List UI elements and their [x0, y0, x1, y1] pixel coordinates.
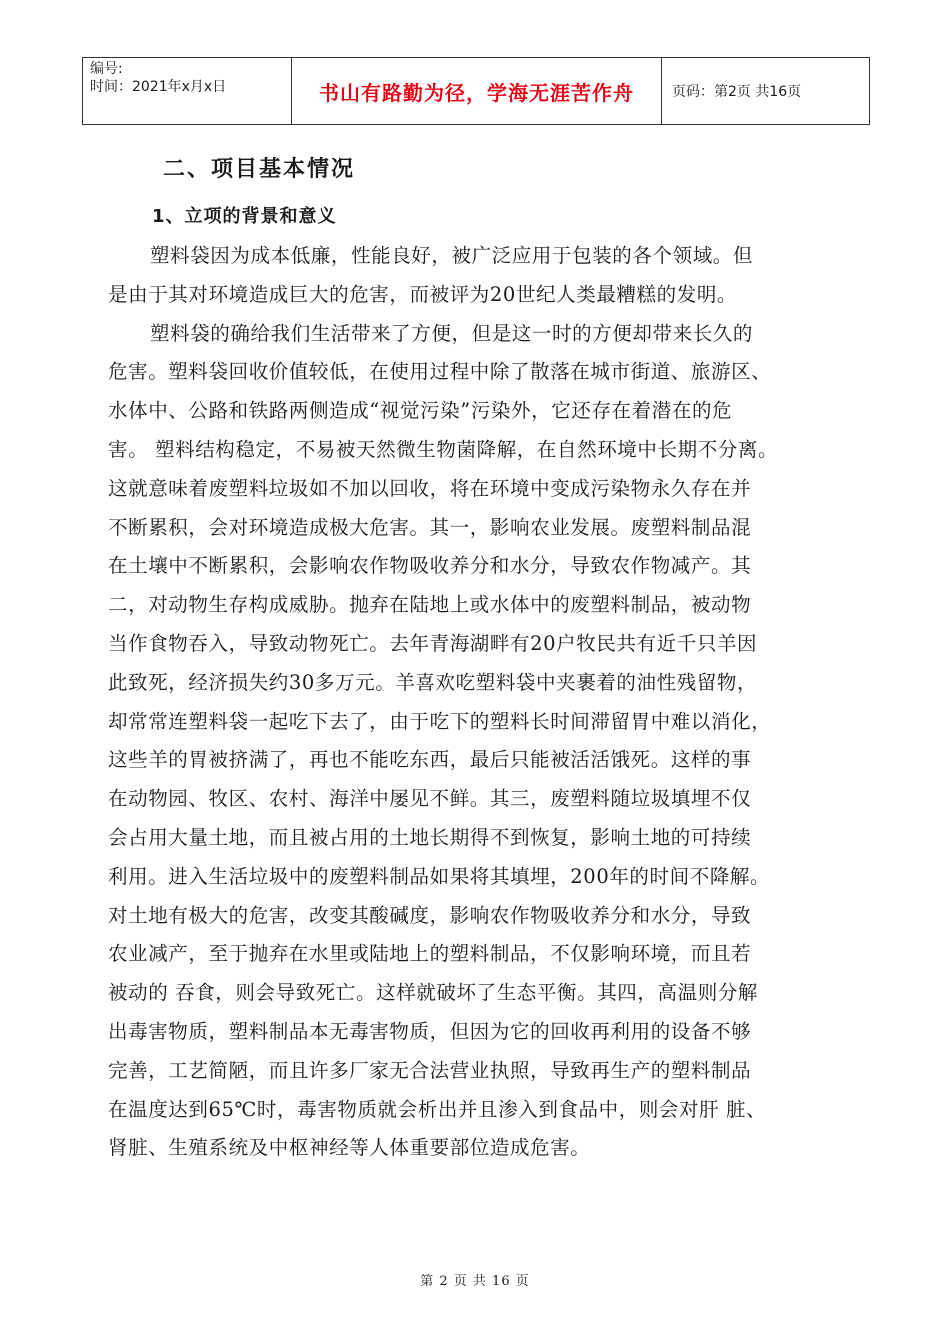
paragraph-line: 却常常连塑料袋一起吃下去了，由于吃下的塑料长时间滞留胃中难以消化， — [108, 709, 772, 733]
paragraph-line: 害。 塑料结构稳定，不易被天然微生物菌降解，在自然环境中长期不分离。 — [108, 438, 779, 461]
paragraph-line: 塑料袋因为成本低廉，性能良好，被广泛应用于包装的各个领域。但 — [150, 244, 754, 267]
paragraph-line: 农业减产，至于抛弃在水里或陆地上的塑料制品，不仅影响环境，而且若 — [108, 942, 752, 966]
paragraph-line: 塑料袋的确给我们生活带来了方便，但是这一时的方便却带来长久的 — [150, 321, 754, 345]
document-time-label: 时间：2021年x月x日 — [90, 79, 227, 95]
header-motto: 书山有路勤为径，学海无涯苦作舟 — [292, 58, 662, 125]
paragraph-line: 是由于其对环境造成巨大的危害，而被评为20世纪人类最糟糕的发明。 — [108, 282, 738, 306]
paragraph-line: 在土壤中不断累积，会影响农作物吸收养分和水分，导致农作物减产。其 — [108, 554, 752, 578]
paragraph-line: 当作食物吞入，导致动物死亡。去年青海湖畔有20户牧民共有近千只羊因 — [108, 632, 758, 655]
paragraph-line: 此致死，经济损失约30多万元。羊喜欢吃塑料袋中夹裹着的油性残留物， — [108, 670, 758, 694]
paragraph-line: 对土地有极大的危害，改变其酸碱度，影响农作物吸收养分和水分，导致 — [108, 903, 752, 927]
paragraph-line: 被动的 吞食，则会导致死亡。这样就破坏了生态平衡。其四，高温则分解 — [108, 981, 758, 1005]
paragraph-line: 完善，工艺简陋，而且许多厂家无合法营业执照，导致再生产的塑料制品 — [108, 1058, 752, 1082]
paragraph-line: 危害。塑料袋回收价值较低，在使用过程中除了散落在城市街道、旅游区、 — [108, 360, 772, 384]
section-title: 二、项目基本情况 — [163, 157, 356, 182]
paragraph-line: 出毒害物质，塑料制品本无毒害物质，但因为它的回收再利用的设备不够 — [108, 1020, 752, 1043]
paragraph-line: 肾脏、生殖系统及中枢神经等人体重要部位造成危害。 — [108, 1136, 591, 1160]
paragraph-line: 水体中、公路和铁路两侧造成“视觉污染”污染外，它还存在着潜在的危 — [108, 399, 733, 423]
paragraph-line: 不断累积，会对环境造成极大危害。其一，影响农业发展。废塑料制品混 — [108, 515, 752, 539]
subsection-title: 1、立项的背景和意义 — [152, 206, 337, 227]
header-page-info: 页码：第2页 共16页 — [662, 58, 870, 125]
header-meta-cell — [83, 58, 292, 125]
paragraph-line: 会占用大量土地，而且被占用的土地长期得不到恢复，影响土地的可持续 — [108, 826, 752, 849]
paragraph-line: 在动物园、牧区、农村、海洋中屡见不鲜。其三，废塑料随垃圾填埋不仅 — [108, 787, 752, 811]
paragraph-line: 利用。进入生活垃圾中的废塑料制品如果将其填埋，200年的时间不降解。 — [108, 864, 771, 888]
paragraph-line: 在温度达到65℃时，毒害物质就会析出并且渗入到食品中，则会对肝 脏、 — [108, 1097, 767, 1121]
document-header — [82, 57, 870, 125]
paragraph-line: 二，对动物生存构成威胁。抛弃在陆地上或水体中的废塑料制品，被动物 — [108, 593, 752, 617]
page-footer: 第 2 页 共 16 页 — [420, 1274, 530, 1289]
paragraph-line: 这些羊的胃被挤满了，再也不能吃东西，最后只能被活活饿死。这样的事 — [108, 748, 752, 772]
document-number-label: 编号: — [90, 61, 123, 77]
paragraph-line: 这就意味着废塑料垃圾如不加以回收，将在环境中变成污染物永久存在并 — [108, 476, 752, 500]
